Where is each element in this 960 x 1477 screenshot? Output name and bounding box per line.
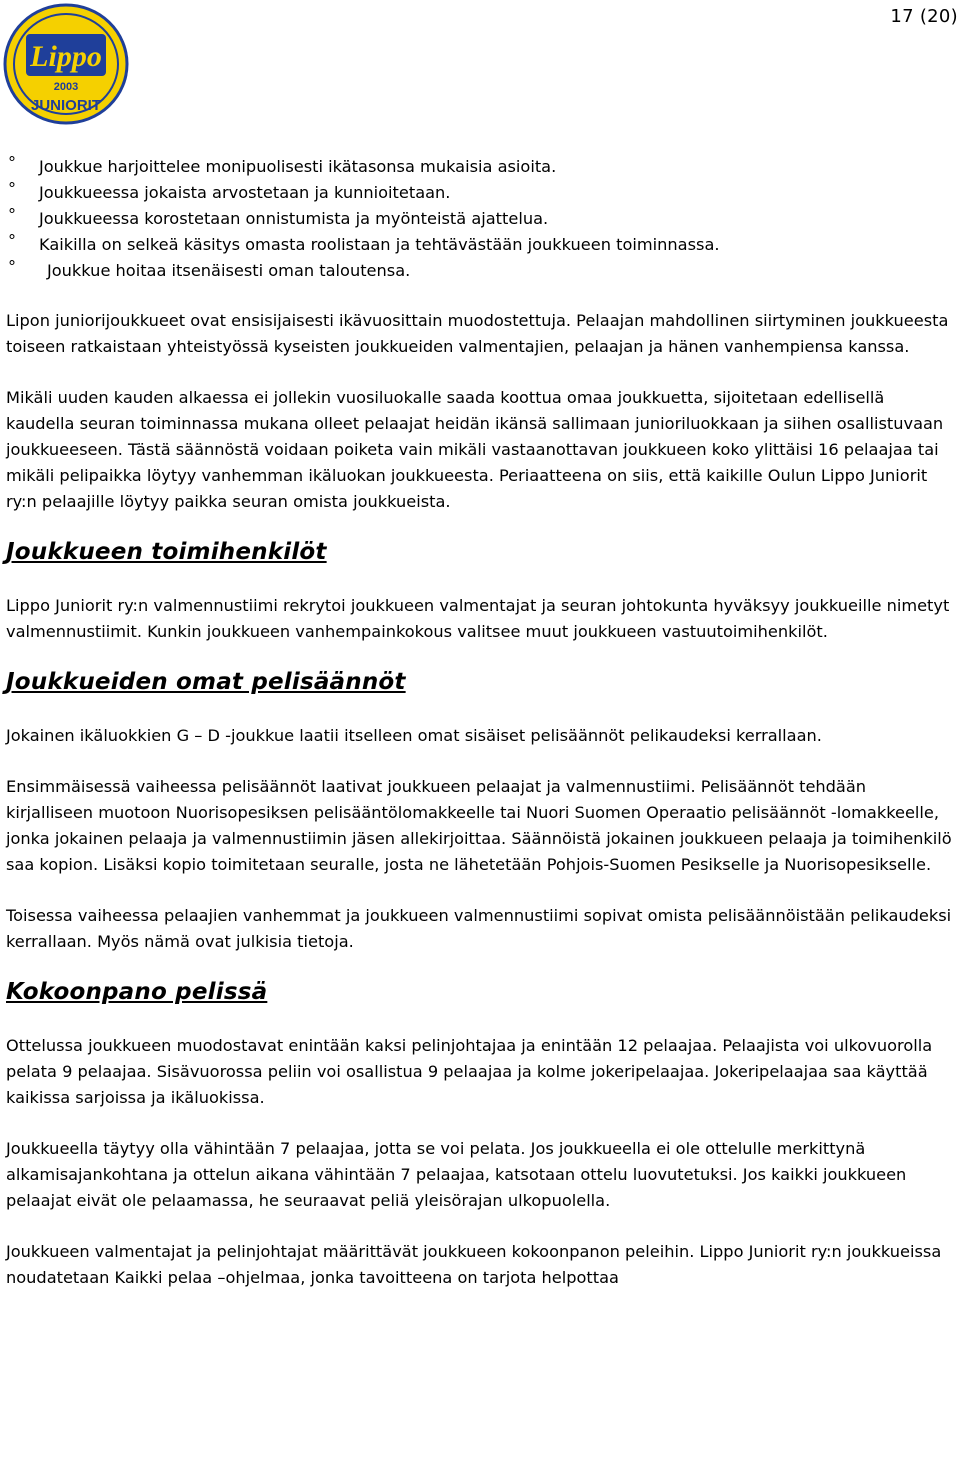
lippo-juniorit-logo [2, 2, 130, 127]
paragraph: Joukkueella täytyy olla vähintään 7 pelaajaa, jotta se voi pelata. Jos joukkueella ei ole ottelulle merkittynä alkamisajankohtana ja ottelun aikana vähintään 7 pelaajaa, katsotaan ottelu luovutetuksi. Jos kaikki joukkueen pelaajat eivät ole pelaamassa, he seuraavat peliä yleisörajan ulkopuolella. [6, 1139, 907, 1210]
list-item: ° Kaikilla on selkeä käsitys omasta roolistaan ja tehtävästään joukkueen toiminnassa. [6, 232, 954, 258]
logo-year: 2003 [53, 81, 79, 93]
paragraph: Mikäli uuden kauden alkaessa ei jollekin vuosiluokalle saada koottua omaa joukkuetta, sijoitetaan edellisellä kaudella seuran toiminnassa mukana olleet pelaajat heidän ikänsä sallimaan junioriluokkaan ja siihen osallistuvaan joukkueeseen. Tästä säännöstä voidaan poiketa vain mikäli vastaanottavan joukkueen koko ylittäisi 16 pelaajaa tai mikäli pelipaikka löytyy vanhemman ikäluokan joukkueesta. Periaatteena on siis, että kaikille Oulun Lippo Juniorit ry:n pelaajille löytyy paikka seuran omista joukkueista. [6, 388, 944, 511]
paragraph: Ottelussa joukkueen muodostavat enintään kaksi pelinjohtajaa ja enintään 12 pelaajaa. Pelaajista voi ulkovuorolla pelata 9 pelaajaa. Sisävuorossa peliin voi osallistua 9 pelaajaa ja kolme jokeripelaajaa. Jokeripelaajaa saa käyttää kaikissa sarjoissa ja ikäluokissa. [6, 1036, 933, 1107]
paragraph: Ensimmäisessä vaiheessa pelisäännöt laativat joukkueen pelaajat ja valmennustiimi. Pelisäännöt tehdään kirjalliseen muotoon Nuorisopesiksen pelisääntölomakkeelle tai Nuori Suomen Operaatio pelisäännöt -lomakkeelle, jonka jokainen pelaaja ja valmennustiimin jäsen allekirjoittaa. Säännöistä jokainen joukkueen pelaaja ja toimihenkilö saa kopion. Lisäksi kopio toimitetaan seuralle, josta ne lähetetään Pohjois-Suomen Pesikselle ja Nuorisopesikselle. [6, 777, 952, 874]
paragraph: Joukkueen valmentajat ja pelinjohtajat määrittävät joukkueen kokoonpanon peleihin. Lippo Juniorit ry:n joukkueissa noudatetaan Kaikki pelaa –ohjelmaa, jonka tavoitteena on tarjota helpottaa [6, 1242, 942, 1287]
logo-bottom-text: JUNIORIT [30, 97, 102, 114]
list-item: ° Joukkueessa jokaista arvostetaan ja kunnioitetaan. [6, 180, 954, 206]
list-item: ° Joukkueessa korostetaan onnistumista ja myönteistä ajattelua. [6, 206, 954, 232]
paragraph: Jokainen ikäluokkien G – D -joukkue laatii itselleen omat sisäiset pelisäännöt pelikaudeksi kerrallaan. [6, 726, 822, 745]
paragraph: Lipon juniorijoukkueet ovat ensisijaisesti ikävuosittain muodostettuja. Pelaajan mahdollinen siirtyminen joukkueesta toiseen ratkaistaan yhteistyössä kyseisten joukkueiden valmentajien, pelaajan ja hänen vanhempiensa kanssa. [6, 311, 949, 356]
document-body [6, 154, 954, 1291]
page-number: 17 (20) [890, 6, 958, 27]
logo-top-text: Lippo [30, 40, 102, 73]
list-item: ° Joukkue harjoittelee monipuolisesti ikätasonsa mukaisia asioita. [6, 154, 954, 180]
section-heading: Joukkueiden omat pelisäännöt [6, 669, 406, 695]
team-principles-list [6, 154, 954, 284]
paragraph: Toisessa vaiheessa pelaajien vanhemmat ja joukkueen valmennustiimi sopivat omista pelisäännöistään pelikaudeksi kerrallaan. Myös nämä ovat julkisia tietoja. [6, 906, 952, 951]
paragraph: Lippo Juniorit ry:n valmennustiimi rekrytoi joukkueen valmentajat ja seuran johtokunta hyväksyy joukkueille nimetyt valmennustiimit. Kunkin joukkueen vanhempainkokous valitsee muut joukkueen vastuutoimihenkilöt. [6, 596, 950, 641]
section-heading: Joukkueen toimihenkilöt [6, 539, 327, 565]
section-heading: Kokoonpano pelissä [6, 979, 268, 1005]
list-item: ° Joukkue hoitaa itsenäisesti oman taloutensa. [6, 258, 954, 284]
